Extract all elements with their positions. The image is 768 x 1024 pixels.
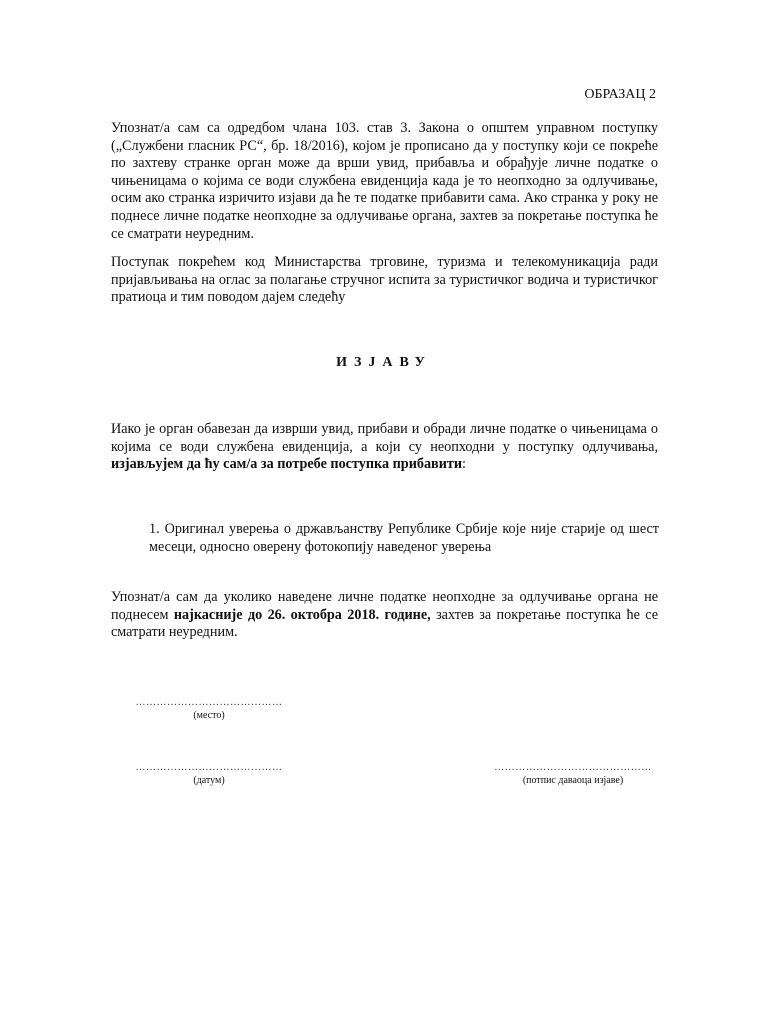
signature-field bbox=[487, 763, 659, 786]
form-number-label: ОБРАЗАЦ 2 bbox=[584, 87, 656, 102]
place-line: …………………………………… bbox=[135, 697, 283, 708]
deadline-bold-date: најкасније до 26. октобра 2018. године, bbox=[173, 606, 431, 623]
date-field bbox=[134, 763, 284, 786]
date-line: …………………………………… bbox=[135, 762, 283, 773]
place-label: (место) bbox=[193, 710, 225, 721]
place-field bbox=[134, 698, 284, 721]
declaration-bold-text: изјављујем да ћу сам/а за потребе поступка прибавити bbox=[111, 456, 463, 473]
list-item-text: Оригинал уверења о држављанству Републике Србије које није старије од шест месеци, односно оверену фотокопију наведеног уверења bbox=[149, 521, 659, 555]
deadline-paragraph bbox=[111, 589, 658, 642]
signature-label: (потпис даваоца изјаве) bbox=[522, 775, 624, 786]
date-label: (датум) bbox=[193, 775, 225, 786]
procedure-paragraph: Поступак покрећем код Министарства трговине, туризма и телекомуникација ради пријављивања на оглас за полагање стручног испита за туристичког водича и туристичког пратиоца и тим поводом дајем следећу bbox=[111, 254, 658, 306]
declaration-text-end: : bbox=[462, 456, 466, 473]
list-item bbox=[149, 521, 659, 556]
signature-line: ……………………………………… bbox=[494, 762, 652, 773]
legal-notice-paragraph: Упознат/а сам са одредбом члана 103. став 3. Закона о општем управном поступку („Службени гласник РС“, бр. 18/2016), којом је прописано да у поступку који се покреће по захтеву странке орган може да врши увид, прибавља и обрађује личне податке о чињеницама о којима се води службена евиденција када је то неопходно за одлучивање, осим ако странка изричито изјави да ће те податке прибавити сама. Ако странка у року не поднесе личне податке неопходне за одлучивање органа, захтев за покретање поступка ће се сматрати неуредним. bbox=[111, 120, 658, 242]
deadline-text: Упознат/а сам да уколико наведене личне податке неопходне за одлучивање органа не поднесем bbox=[111, 589, 658, 623]
declaration-title: ИЗЈАВУ bbox=[336, 355, 432, 370]
list-item-number: 1. bbox=[149, 521, 160, 537]
declaration-text: Иако је орган обавезан да изврши увид, прибави и обради личне податке о чињеницама о којима се води службена евиденција, а који су неопходни у поступку одлучивања, bbox=[111, 421, 658, 455]
deadline-text-end: захтев за покретање поступка ће се сматрати неуредним. bbox=[111, 606, 658, 641]
declaration-paragraph bbox=[111, 421, 658, 474]
